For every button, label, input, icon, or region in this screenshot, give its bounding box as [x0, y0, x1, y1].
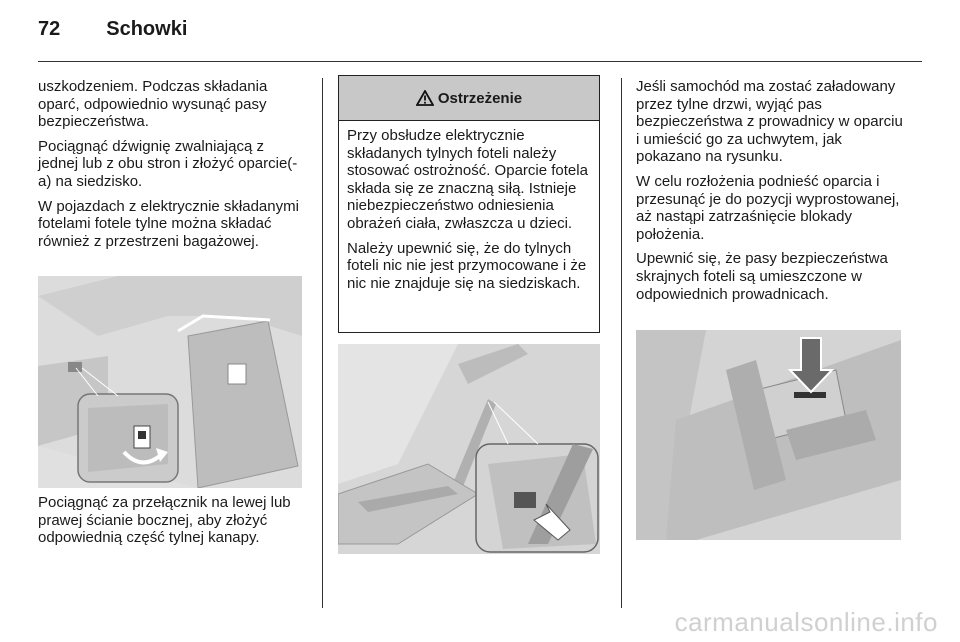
figure-trunk-switch — [38, 276, 302, 488]
paragraph: W celu rozłożenia podnieść oparcia i przesunąć je do pozycji wyprostowanej, aż nastąpi zatrzaśnięcie blokady położenia. — [636, 172, 900, 243]
paragraph: Przy obsłudze elektrycznie składanych tylnych foteli należy stosować ostrożność. Oparcie fotela składa się ze znaczną siłą. Istnieje niebezpieczeństwo odniesienia obrażeń ciała, zwłaszcza u dzieci. — [347, 127, 588, 232]
column-left — [38, 78, 308, 257]
page-number: 72 — [38, 18, 61, 40]
paragraph: Jeśli samochód ma zostać załadowany przez tylne drzwi, wyjąć pas bezpieczeństwa z prowadnicy w oparciu i umieścić go za uchwytem, jak pokazano na rysunku. — [636, 78, 903, 166]
watermark: carmanualsonline.info — [674, 607, 938, 637]
paragraph: W pojazdach z elektrycznie składanymi fotelami fotele tylne można składać również z przestrzeni bagażowej. — [38, 197, 299, 250]
warning-header — [339, 76, 599, 121]
page-header — [38, 18, 187, 41]
figure-belt-holder — [636, 330, 901, 540]
column-divider — [621, 78, 622, 608]
figure-seatbelt-guide — [338, 344, 600, 554]
warning-title: Ostrzeżenie — [437, 89, 523, 107]
column-left-bottom — [38, 494, 308, 554]
column-divider — [322, 78, 323, 608]
warning-body — [339, 121, 599, 292]
section-title: Schowki — [106, 18, 188, 40]
header-rule — [38, 61, 922, 62]
paragraph: Upewnić się, że pasy bezpieczeństwa skrajnych foteli są umieszczone w odpowiednich prowadnicach. — [636, 250, 888, 303]
column-right — [636, 78, 904, 310]
warning-box — [338, 75, 600, 333]
paragraph: uszkodzeniem. Podczas składania oparć, odpowiednio wysunąć pasy bezpieczeństwa. — [38, 78, 268, 131]
warning-triangle-icon — [416, 90, 434, 106]
paragraph: Pociągnąć dźwignię zwalniającą z jednej lub z obu stron i złożyć oparcie(-a) na siedzisko. — [38, 137, 298, 190]
paragraph: Pociągnąć za przełącznik na lewej lub prawej ścianie bocznej, aby złożyć odpowiednią część tylnej kanapy. — [38, 494, 291, 547]
paragraph: Należy upewnić się, że do tylnych foteli nic nie jest przymocowane i że nic nie znajduje się na siedziskach. — [347, 239, 587, 292]
